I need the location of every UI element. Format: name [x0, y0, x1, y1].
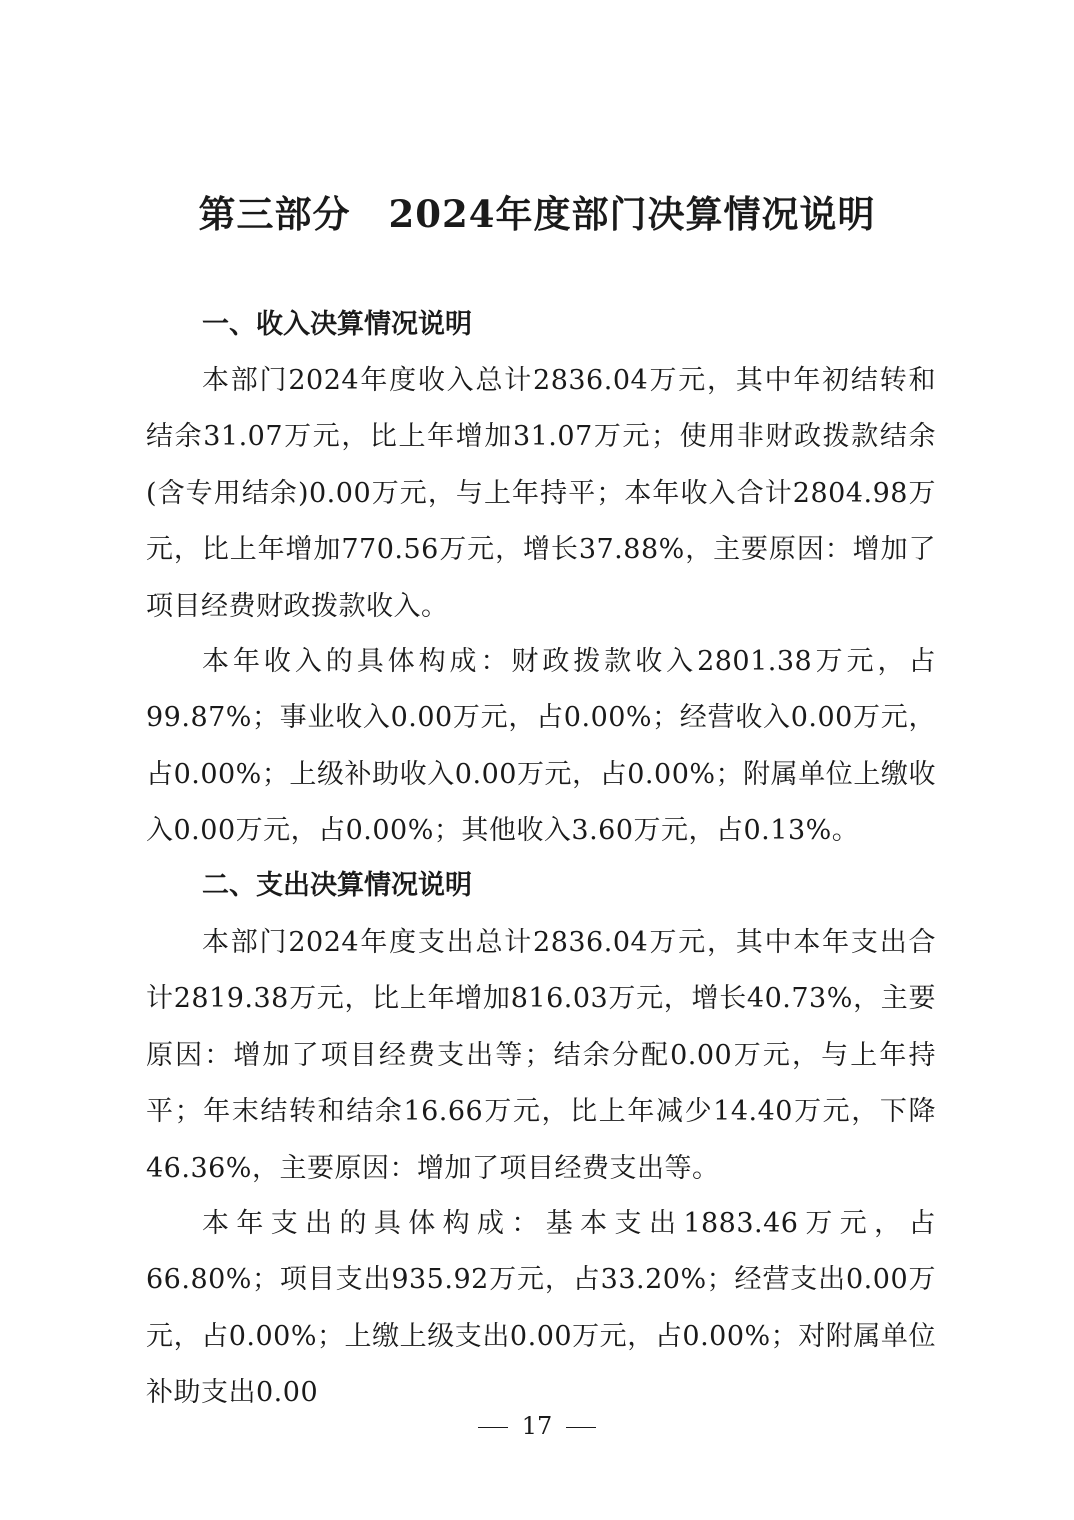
income-composition-paragraph: 本年收入的具体构成：财政拨款收入2801.38万元，占99.87%；事业收入0.00万元，占0.00%；经营收入0.00万元，占0.00%；上级补助收入0.00万元，占0.00%；附属单位上缴收入0.00万元，占0.00%；其他收入3.60万元，占0.13%。	[146, 646, 936, 847]
dash-right-decoration	[566, 1427, 596, 1428]
page-footer	[0, 1408, 1074, 1444]
income-summary-paragraph: 本部门2024年度收入总计2836.04万元，其中年初结转和结余31.07万元，比上年增加31.07万元；使用非财政拨款结余(含专用结余)0.00万元，与上年持平；本年收入合计2804.98万元，比上年增加770.56万元，增长37.88%，主要原因：增加了项目经费财政拨款收入。	[146, 365, 936, 622]
dash-left-decoration	[478, 1427, 508, 1428]
page-title: 第三部分 2024年度部门决算情况说明	[198, 192, 876, 236]
expenditure-composition-paragraph: 本年支出的具体构成：基本支出1883.46万元，占66.80%；项目支出935.92万元，占33.20%；经营支出0.00万元，占0.00%；上缴上级支出0.00万元，占0.00%；对附属单位补助支出0.00	[146, 1208, 936, 1409]
section-heading-income: 一、收入决算情况说明	[202, 309, 472, 340]
page-number: 17	[521, 1412, 553, 1440]
expenditure-summary-paragraph: 本部门2024年度支出总计2836.04万元，其中本年支出合计2819.38万元，比上年增加816.03万元，增长40.73%，主要原因：增加了项目经费支出等；结余分配0.00万元，与上年持平；年末结转和结余16.66万元，比上年减少14.40万元，下降46.36%，主要原因：增加了项目经费支出等。	[146, 927, 936, 1184]
section-heading-expenditure: 二、支出决算情况说明	[202, 870, 472, 901]
